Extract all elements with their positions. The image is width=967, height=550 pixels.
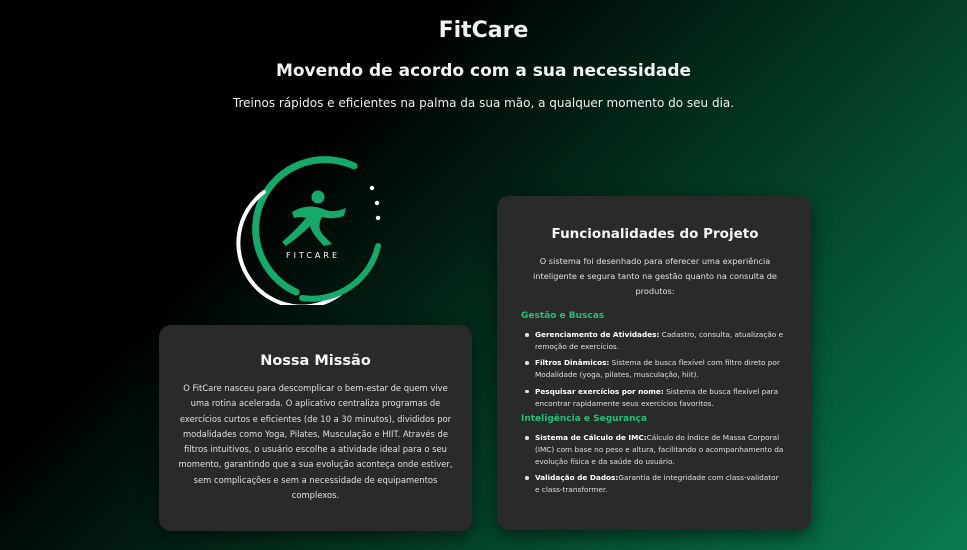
headline: Movendo de acordo com a sua necessidade	[275, 61, 692, 81]
feature-list-intelligence	[525, 432, 785, 496]
logo-text: FITCARE	[285, 251, 341, 260]
feature-text: Cálculo do Índice de Massa Corporal (IMC) com base no peso e altura, facilitando o acompanhamento da evolução física e da saúde do usuário.	[535, 433, 784, 466]
feature-label: Pesquisar exercícios por nome:	[535, 386, 664, 396]
section-title-management: Gestão e Buscas	[521, 311, 605, 321]
feature-label: Filtros Dinâmicos:	[535, 358, 610, 368]
mission-card	[159, 325, 472, 531]
feature-text: Garantia de integridade com class-validator e class-transformer.	[535, 473, 779, 495]
features-title: Funcionalidades do Projeto	[551, 226, 759, 242]
feature-text: Sistema de busca flexível para encontrar rapidamente seus exercícios favoritos.	[535, 386, 779, 408]
list-item	[525, 357, 785, 380]
features-card	[497, 196, 811, 530]
feature-text: Sistema de busca flexível com filtro direto por Modalidade (yoga, pilates, musculação, hiit).	[535, 358, 780, 380]
mission-title: Nossa Missão	[260, 353, 371, 369]
tagline: Treinos rápidos e eficientes na palma da sua mão, a qualquer momento do seu dia.	[232, 96, 735, 110]
fitcare-logo-graphic	[236, 150, 386, 305]
brand-title: FitCare	[438, 18, 529, 43]
mission-body: O FitCare nasceu para descomplicar o bem-estar de quem vive uma rotina acelerada. O aplicativo centraliza programas de exercícios curtos e eficientes (de 10 a 30 minutos), divididos por modalidades como Yoga, Pilates, Musculação e HIIT. Através de filtros intuitivos, o usuário escolhe a atividade ideal para o seu momento, garantindo que a sua evolução aconteça onde estiver, sem complicações e sem a necessidade de equipamentos complexos.	[178, 383, 453, 501]
feature-label: Validação de Dados:	[535, 473, 619, 483]
feature-text: Cadastro, consulta, atualização e remoção de exercícios.	[535, 330, 784, 351]
list-item	[525, 432, 785, 467]
feature-list-management	[525, 329, 785, 409]
features-intro: O sistema foi desenhado para oferecer uma experiência inteligente e segura tanto na gestão quanto na consulta de produtos:	[533, 256, 777, 296]
feature-label: Sistema de Cálculo de IMC:	[535, 433, 647, 443]
list-item	[525, 472, 785, 495]
list-item	[525, 386, 785, 409]
list-item	[525, 329, 785, 352]
fitcare-logo	[236, 150, 386, 305]
feature-label: Gerenciamento de Atividades:	[535, 330, 660, 339]
section-title-intelligence: Inteligência e Segurança	[521, 414, 647, 425]
